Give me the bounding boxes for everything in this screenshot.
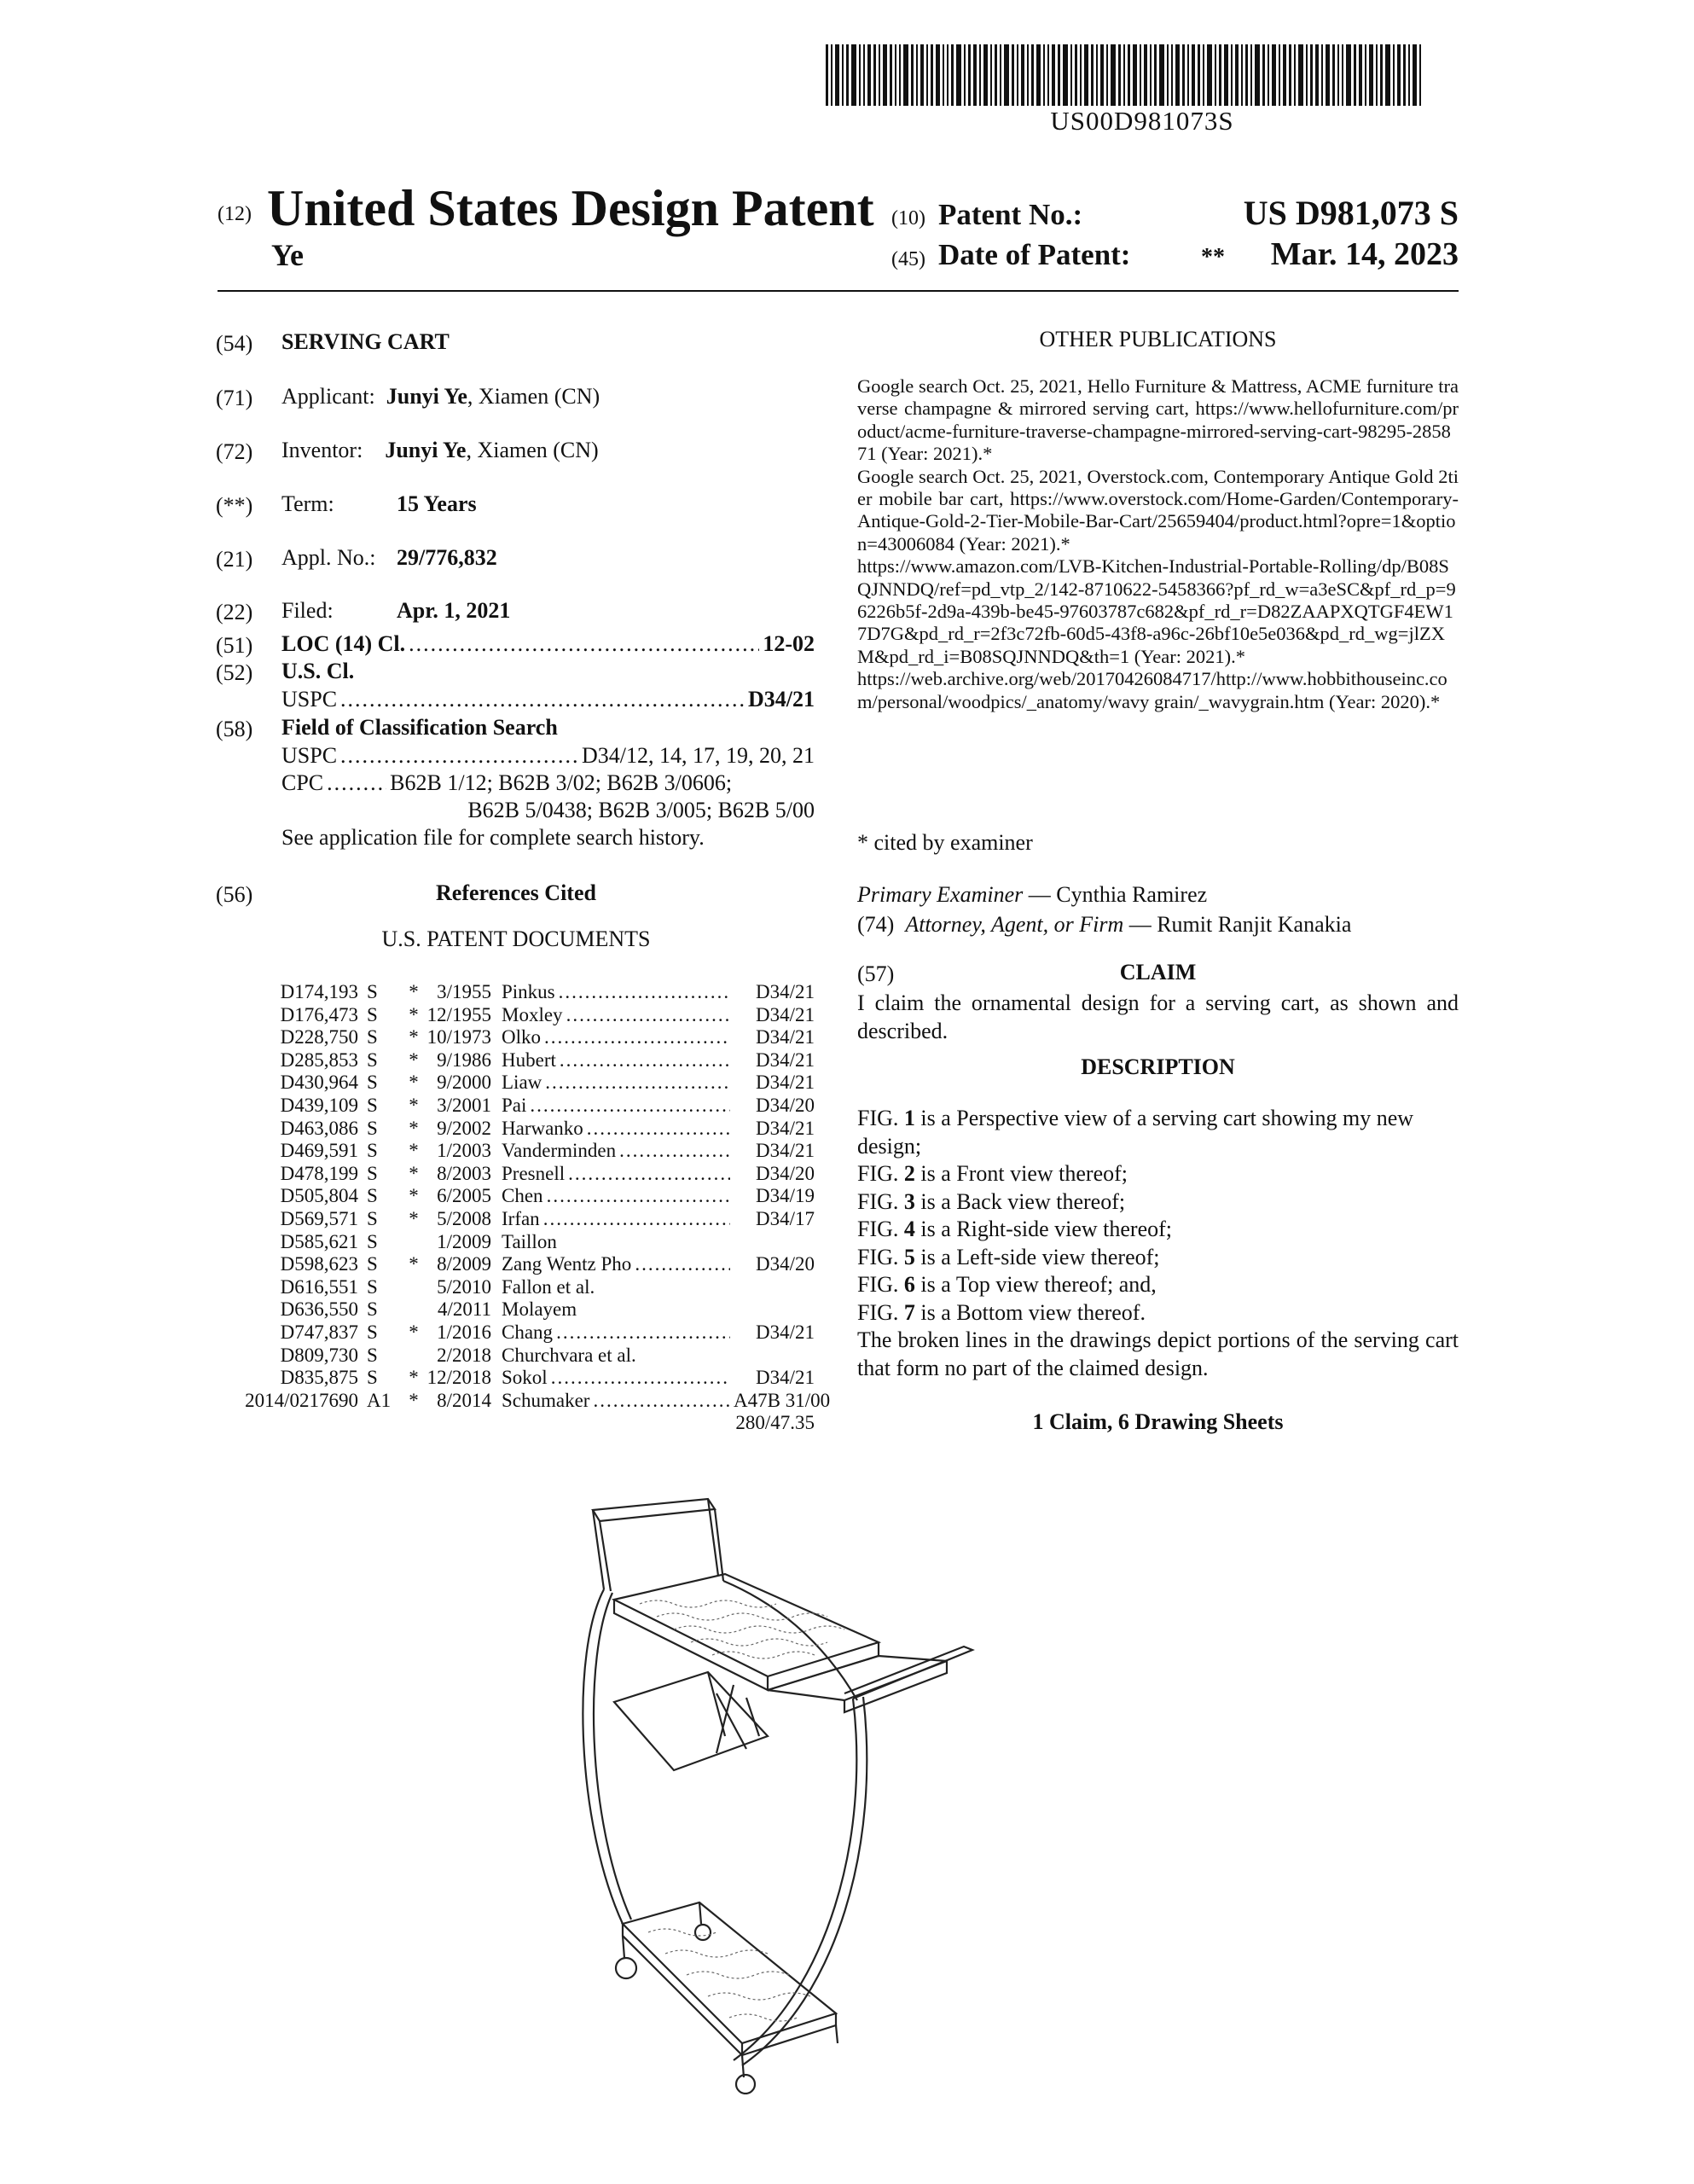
term-value: 15 Years: [397, 491, 477, 516]
reference-star: *: [409, 1003, 419, 1025]
reference-date: 8/2003: [437, 1162, 491, 1184]
figure-number: 5: [903, 1244, 915, 1269]
figure-text: is a Bottom view thereof.: [914, 1299, 1146, 1325]
reference-inventor: Harwanko: [502, 1117, 583, 1139]
publication-entry: Google search Oct. 25, 2021, Hello Furniture & Mattress, ACME furniture traverse champagne & mirrored serving cart, https://www.hellofurniture.com/product/acme-furniture-traverse-champagne-mirrored-serving-cart-98295-285871 (Year: 2021).*: [857, 375, 1459, 465]
reference-kind: S: [367, 1003, 378, 1025]
code-71: (71): [216, 386, 253, 410]
field-cpc-value-2: B62B 5/0438; B62B 3/005; B62B 5/00: [467, 798, 815, 822]
reference-inventor: Olko: [502, 1026, 541, 1048]
applicant-label: Applicant:: [281, 384, 375, 409]
references-title: References Cited: [436, 880, 596, 905]
reference-row: [213, 1163, 815, 1186]
reference-inventor: Chen: [502, 1185, 543, 1207]
reference-kind: S: [367, 1344, 378, 1366]
reference-inventor: Sokol: [502, 1367, 548, 1389]
reference-class: D34/21: [756, 1003, 815, 1025]
reference-number: D585,621: [280, 1230, 358, 1252]
reference-inventor-cell: [491, 1345, 734, 1367]
code-term: (**): [216, 493, 253, 518]
reference-inventor: Hubert: [502, 1048, 556, 1071]
reference-row: [213, 1049, 815, 1072]
figure-description: [857, 1188, 1459, 1217]
primary-examiner-name: — Cynthia Ramirez: [1023, 882, 1208, 907]
figure-label: FIG.: [857, 1217, 904, 1241]
reference-inventor: Vanderminden: [502, 1140, 617, 1162]
reference-date: 1/2016: [437, 1321, 491, 1343]
reference-date: 4/2011: [437, 1298, 491, 1321]
reference-number: D636,550: [280, 1298, 358, 1321]
reference-date: 3/2001: [437, 1094, 491, 1116]
wheel-back-left: [695, 1925, 711, 1940]
reference-kind: S: [367, 1275, 378, 1298]
reference-date: 9/2002: [437, 1117, 491, 1139]
top-shelf: [614, 1574, 879, 1676]
reference-kind: S: [367, 1367, 378, 1389]
reference-row: [213, 1095, 815, 1118]
reference-row: [213, 981, 815, 1004]
reference-inventor-cell: [491, 1208, 734, 1230]
code-21: (21): [216, 547, 253, 572]
figure-text: is a Perspective view of a serving cart showing my new design;: [857, 1106, 1414, 1159]
reference-star: *: [409, 1185, 419, 1207]
reference-kind: S: [367, 1117, 378, 1139]
reference-class: D34/21: [756, 1072, 815, 1094]
filed-label: Filed:: [281, 598, 334, 623]
code-74: (74): [857, 912, 895, 937]
reference-row: [213, 1208, 815, 1231]
reference-inventor: Fallon et al.: [502, 1275, 595, 1298]
field-uspc-value: D34/12, 14, 17, 19, 20, 21: [582, 743, 815, 768]
reference-number: D616,551: [280, 1275, 358, 1298]
reference-star: *: [409, 1253, 419, 1275]
code-12: (12): [218, 203, 252, 225]
reference-star: *: [409, 1072, 419, 1094]
reference-number: D469,591: [280, 1140, 358, 1162]
figure-description: [857, 1299, 1459, 1327]
reference-inventor-cell: [491, 981, 734, 1003]
primary-examiner-label: Primary Examiner: [857, 882, 1024, 907]
appl-value: 29/776,832: [397, 545, 497, 570]
figure-number: 6: [903, 1272, 915, 1297]
reference-inventor-cell: [491, 1163, 734, 1185]
reference-class: D34/21: [756, 1140, 815, 1162]
figure-number: 1: [903, 1106, 915, 1130]
code-52: (52): [216, 660, 253, 685]
reference-inventor-cell: [491, 1049, 734, 1072]
claims-count: 1 Claim, 6 Drawing Sheets: [1032, 1409, 1284, 1434]
figure-label: FIG.: [857, 1188, 904, 1214]
reference-inventor: Liaw: [502, 1072, 542, 1094]
patent-no-label: Patent No.:: [938, 198, 1083, 231]
reference-star: *: [409, 981, 419, 1002]
invention-title: SERVING CART: [281, 329, 450, 354]
reference-row: [213, 1026, 815, 1049]
reference-star: *: [409, 1367, 419, 1389]
reference-row: [213, 1072, 815, 1095]
field-cpc: [281, 770, 815, 796]
uspc-label: USPC: [281, 687, 338, 712]
reference-number: D598,623: [280, 1253, 358, 1275]
reference-inventor-cell: [491, 1253, 734, 1275]
reference-kind: S: [367, 981, 378, 1002]
code-56: (56): [216, 882, 253, 907]
reference-kind: S: [367, 1185, 378, 1207]
reference-date: 9/2000: [437, 1072, 491, 1094]
reference-inventor: Molayem: [502, 1298, 577, 1321]
uspc-value: D34/21: [748, 687, 815, 712]
references-subtitle: U.S. PATENT DOCUMENTS: [381, 926, 651, 951]
inventor-row: [281, 438, 599, 463]
us-cl-label: U.S. Cl.: [281, 659, 355, 683]
figure-label: FIG.: [857, 1106, 904, 1130]
bottom-shelf: [623, 1902, 836, 2043]
loc-label: LOC (14) Cl.: [281, 631, 406, 656]
side-shelf: [768, 1656, 947, 1700]
reference-row: [213, 1118, 815, 1141]
date-marker: **: [1201, 244, 1225, 270]
other-publications-title: OTHER PUBLICATIONS: [1039, 327, 1277, 351]
figure-number: 7: [903, 1299, 915, 1325]
publication-entry: https://web.archive.org/web/20170426084717/http://www.hobbithouseinc.com/personal/woodpics/_anatomy/wavy grain/_wavygrain.htm (Year: 2020).*: [857, 668, 1447, 712]
reference-kind: S: [367, 1230, 378, 1252]
code-58: (58): [216, 717, 253, 741]
loc-value: 12-02: [763, 631, 815, 656]
reference-class: D34/20: [756, 1253, 815, 1275]
reference-row: [213, 1298, 815, 1321]
loc-classification: [281, 631, 815, 657]
attorney-label: Attorney, Agent, or Firm: [905, 912, 1124, 937]
code-51: (51): [216, 633, 253, 658]
middle-brace: [614, 1672, 768, 1770]
reference-date: 1/2003: [437, 1140, 491, 1162]
reference-date: 9/1986: [437, 1048, 491, 1071]
reference-class: D34/19: [756, 1185, 815, 1207]
reference-star: *: [409, 1117, 419, 1139]
reference-kind: S: [367, 1162, 378, 1184]
reference-kind: A1: [367, 1389, 392, 1411]
reference-star: *: [409, 1321, 419, 1343]
applicant-location: , Xiamen (CN): [467, 384, 600, 409]
reference-star: *: [409, 1048, 419, 1071]
reference-date: 5/2010: [437, 1275, 491, 1298]
figure-label: FIG.: [857, 1244, 904, 1269]
field-cpc-label: CPC: [281, 770, 324, 795]
figure-description: [857, 1105, 1459, 1160]
attorney: [857, 912, 1351, 938]
reference-kind: S: [367, 1094, 378, 1116]
reference-star: *: [409, 1026, 419, 1048]
right-arc-frame: [734, 1699, 856, 2060]
reference-star: *: [409, 1162, 419, 1184]
inventor-name: Junyi Ye: [385, 438, 467, 462]
reference-kind: S: [367, 1048, 378, 1071]
reference-kind: S: [367, 1253, 378, 1275]
cart-handle: [593, 1499, 715, 1521]
reference-inventor: Irfan: [502, 1207, 540, 1229]
reference-row: [213, 1140, 815, 1163]
reference-row: [213, 1185, 815, 1208]
reference-inventor-cell: [491, 1276, 734, 1298]
reference-kind: S: [367, 1321, 378, 1343]
reference-date: 8/2014: [437, 1389, 491, 1411]
description-body: [857, 1105, 1459, 1382]
reference-number: D747,837: [280, 1321, 358, 1343]
code-72: (72): [216, 439, 253, 464]
primary-examiner: [857, 882, 1207, 908]
reference-extra-class: 280/47.35: [735, 1412, 815, 1434]
references-list: [213, 981, 831, 1435]
reference-number: D430,964: [280, 1072, 358, 1094]
reference-row: [213, 1253, 815, 1276]
field-uspc-label: USPC: [281, 743, 338, 768]
reference-inventor: Chang: [502, 1321, 554, 1343]
reference-inventor: Zang Wentz Pho: [502, 1253, 632, 1275]
field-search-label: Field of Classification Search: [281, 715, 558, 740]
figure-description: [857, 1160, 1459, 1188]
reference-inventor-cell: [491, 1004, 734, 1026]
reference-inventor-cell: [491, 1026, 734, 1048]
applicant-row: [281, 384, 600, 410]
reference-class: D34/21: [756, 981, 815, 1002]
applicant-name: Junyi Ye: [386, 384, 467, 409]
reference-number: D478,199: [280, 1162, 358, 1184]
field-search-note: See application file for complete search history.: [281, 825, 705, 850]
reference-star: *: [409, 1094, 419, 1116]
reference-star: *: [409, 1389, 419, 1411]
reference-inventor: Pinkus: [502, 981, 555, 1002]
reference-class: D34/21: [756, 1117, 815, 1139]
reference-inventor: Churchvara et al.: [502, 1344, 636, 1366]
reference-class: A47B 31/00: [734, 1389, 831, 1411]
reference-number: D809,730: [280, 1344, 358, 1366]
figure-number: 4: [903, 1217, 915, 1241]
barcode-number: US00D981073S: [1050, 106, 1234, 136]
reference-number: D439,109: [280, 1094, 358, 1116]
broken-lines-note: The broken lines in the drawings depict portions of the serving cart that form no part of the claimed design.: [857, 1327, 1459, 1380]
claim-title: CLAIM: [1119, 960, 1197, 985]
reference-inventor-cell: [491, 1095, 734, 1117]
filed-value: Apr. 1, 2021: [397, 598, 511, 623]
attorney-name: — Rumit Ranjit Kanakia: [1123, 912, 1352, 937]
code-45: (45): [891, 248, 925, 270]
reference-inventor: Presnell: [502, 1162, 566, 1184]
patent-number: US D981,073 S: [1243, 194, 1459, 232]
reference-date: 10/1973: [426, 1026, 491, 1048]
figure-text: is a Back view thereof;: [914, 1188, 1126, 1214]
left-arc-frame: [583, 1589, 623, 1924]
uspc-classification: [281, 687, 815, 712]
reference-date: 8/2009: [437, 1253, 491, 1275]
barcode: [826, 44, 1459, 106]
figure-label: FIG.: [857, 1272, 904, 1297]
reference-number: D228,750: [280, 1026, 358, 1048]
reference-number: D505,804: [280, 1185, 358, 1207]
reference-star: *: [409, 1140, 419, 1162]
reference-inventor-cell: [491, 1072, 734, 1094]
reference-date: 12/2018: [426, 1367, 491, 1389]
reference-row: [213, 1389, 831, 1413]
reference-inventor: Taillon: [502, 1230, 557, 1252]
reference-class: D34/20: [756, 1094, 815, 1116]
date-label: Date of Patent:: [938, 238, 1131, 271]
reference-row: [213, 1367, 815, 1390]
reference-inventor-cell: [491, 1140, 734, 1162]
wheel-front-right: [736, 2075, 755, 2094]
figure-description: [857, 1244, 1459, 1272]
code-54: (54): [216, 331, 253, 356]
reference-kind: S: [367, 1026, 378, 1048]
reference-date: 1/2009: [437, 1230, 491, 1252]
patent-type-title: United States Design Patent: [267, 180, 874, 236]
reference-number: D835,875: [280, 1367, 358, 1389]
claim-text: I claim the ornamental design for a serving cart, as shown and described.: [857, 990, 1459, 1043]
inventor-location: , Xiamen (CN): [466, 438, 599, 462]
wheel-front-left: [616, 1958, 636, 1978]
reference-inventor-cell: [491, 1367, 734, 1389]
reference-date: 6/2005: [437, 1185, 491, 1207]
reference-inventor-cell: [491, 1118, 734, 1140]
reference-row: [213, 1276, 815, 1299]
reference-number: D285,853: [280, 1048, 358, 1071]
figure-label: FIG.: [857, 1299, 904, 1325]
field-uspc: [281, 743, 815, 769]
reference-inventor: Pai: [502, 1094, 527, 1116]
reference-kind: S: [367, 1298, 378, 1321]
reference-star: *: [409, 1207, 419, 1229]
reference-date: 12/1955: [426, 1003, 491, 1025]
figure-text: is a Left-side view thereof;: [914, 1244, 1160, 1269]
figure-description: [857, 1216, 1459, 1244]
reference-class: D34/21: [756, 1367, 815, 1389]
reference-number: D569,571: [280, 1207, 358, 1229]
reference-inventor-cell: [491, 1298, 734, 1321]
reference-kind: S: [367, 1072, 378, 1094]
reference-kind: S: [367, 1140, 378, 1162]
reference-row: [213, 1321, 815, 1345]
reference-kind: S: [367, 1207, 378, 1229]
figure-text: is a Right-side view thereof;: [914, 1217, 1173, 1241]
figure-description: [857, 1271, 1459, 1299]
reference-number: D463,086: [280, 1117, 358, 1139]
field-cpc-value-1: B62B 1/12; B62B 3/02; B62B 3/0606;: [390, 770, 733, 795]
code-57: (57): [857, 961, 895, 986]
reference-class: D34/21: [756, 1321, 815, 1343]
reference-inventor-cell: [491, 1231, 734, 1253]
figure-number: 3: [903, 1188, 915, 1214]
inventor-label: Inventor:: [281, 438, 363, 462]
reference-class: D34/20: [756, 1162, 815, 1184]
reference-inventor: Moxley: [502, 1003, 563, 1025]
reference-row: [213, 1345, 815, 1368]
publication-entry: https://www.amazon.com/LVB-Kitchen-Industrial-Portable-Rolling/dp/B08SQJNNDQ/ref=pd_vtp_2/142-8710622-5458366?pf_rd_w=a3eSC&pf_rd_p=96226b5f-2d9a-439b-be45-97603787c682&pf_rd_r=D82ZAAPXQTGF4EW17D7G&pd_rd_r=2f3c72fb-60d5-43f8-a96c-26bf10e5e036&pd_rd_wg=jlZXM&pd_rd_i=B08SQJNNDQ&th=1 (Year: 2021).*: [857, 555, 1456, 667]
reference-class: D34/21: [756, 1026, 815, 1048]
reference-class: D34/17: [756, 1207, 815, 1229]
term-label: Term:: [281, 491, 334, 516]
reference-row: [213, 1231, 815, 1254]
header-inventor: Ye: [271, 238, 304, 272]
figure-text: is a Top view thereof; and,: [914, 1272, 1157, 1297]
header-rule: [218, 290, 1459, 292]
other-publications-list: [857, 375, 1459, 713]
reference-inventor-cell: [491, 1321, 734, 1344]
code-10: (10): [891, 207, 925, 229]
reference-inventor-cell: [491, 1185, 734, 1207]
appl-label: Appl. No.:: [281, 545, 376, 570]
cited-note: * cited by examiner: [857, 830, 1033, 855]
figure-label: FIG.: [857, 1161, 904, 1186]
patent-date: Mar. 14, 2023: [1270, 236, 1459, 272]
reference-number: D176,473: [280, 1003, 358, 1025]
figure-number: 2: [903, 1161, 915, 1186]
figure-list: [857, 1105, 1459, 1327]
reference-row: [213, 1004, 815, 1027]
reference-inventor-cell: [491, 1390, 734, 1412]
serving-cart-drawing: [563, 1480, 1058, 2094]
reference-class: D34/21: [756, 1048, 815, 1071]
reference-number: D174,193: [280, 981, 358, 1002]
description-title: DESCRIPTION: [1081, 1054, 1235, 1079]
reference-date: 5/2008: [437, 1207, 491, 1229]
figure-text: is a Front view thereof;: [914, 1161, 1128, 1186]
code-22: (22): [216, 600, 253, 624]
reference-date: 3/1955: [437, 981, 491, 1002]
reference-number: 2014/0217690: [245, 1389, 358, 1411]
publication-entry: Google search Oct. 25, 2021, Overstock.com, Contemporary Antique Gold 2tier mobile bar cart, https://www.overstock.com/Home-Garden/Contemporary-Antique-Gold-2-Tier-Mobile-Bar-Cart/25659404/product.html?opre=1&option=43006084 (Year: 2021).*: [857, 465, 1459, 555]
reference-date: 2/2018: [437, 1344, 491, 1366]
reference-inventor: Schumaker: [502, 1389, 590, 1411]
